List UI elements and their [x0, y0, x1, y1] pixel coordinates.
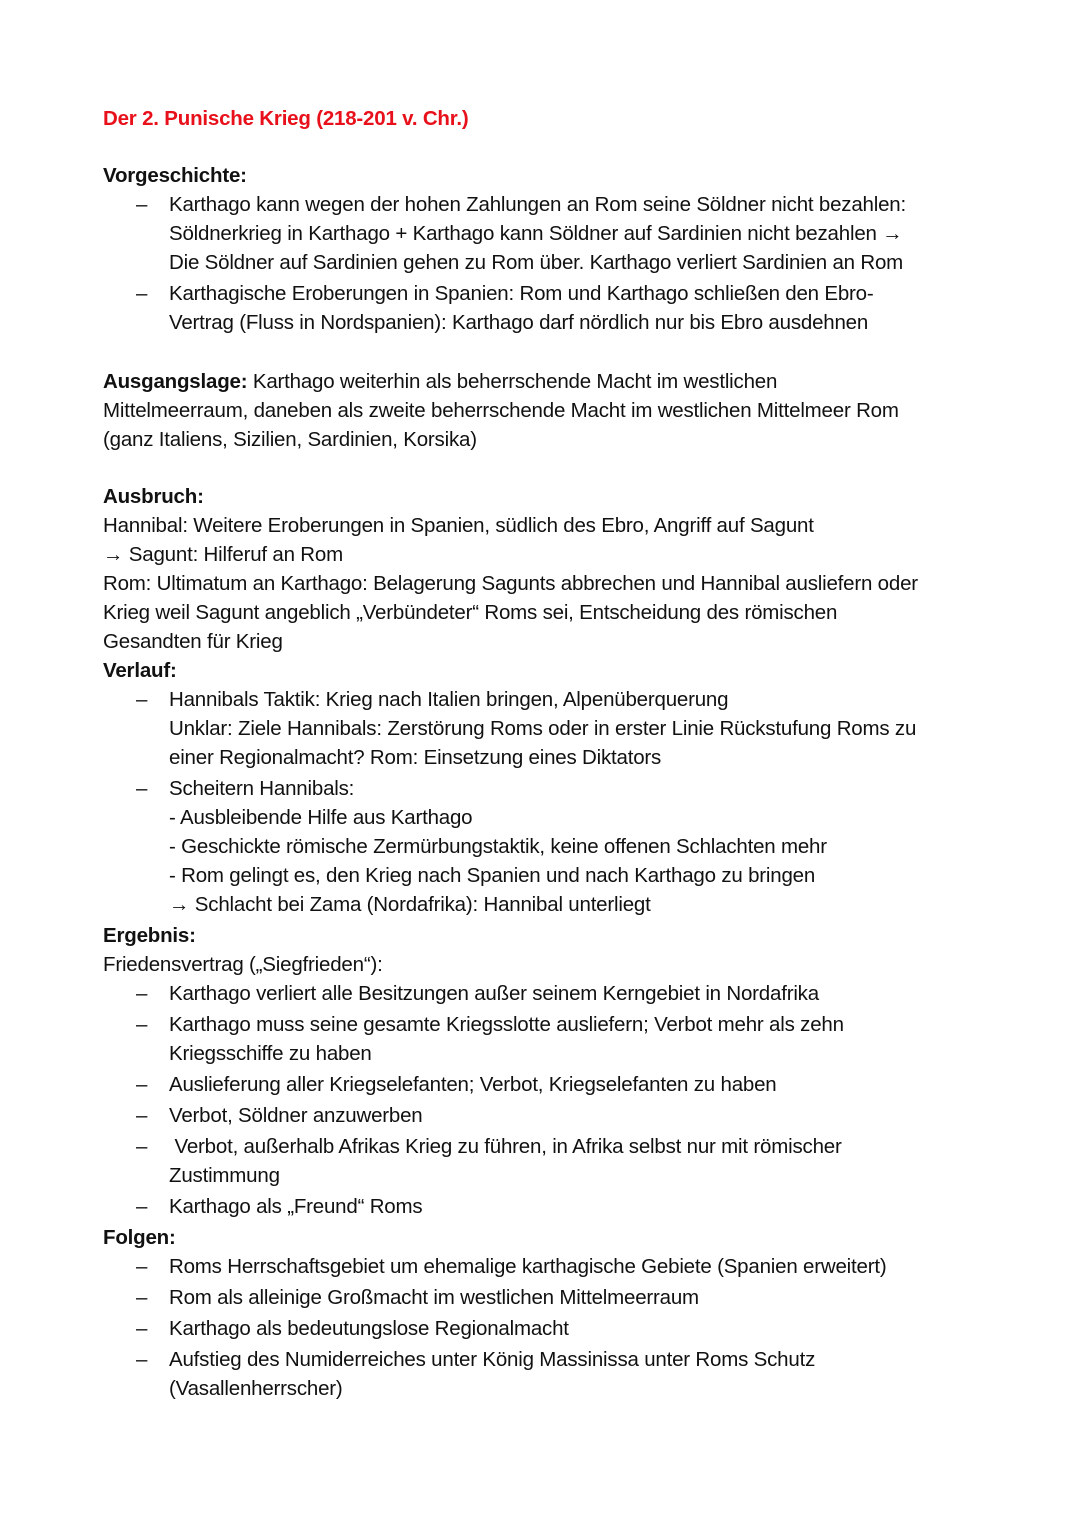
section-heading: Verlauf:	[103, 659, 177, 682]
list-item	[103, 1252, 1003, 1281]
section-heading: Ausbruch:	[103, 485, 204, 508]
dash-bullet-icon: –	[136, 1135, 148, 1158]
text-line: Rom: Ultimatum an Karthago: Belagerung Sagunts abbrechen und Hannibal ausliefern oder	[103, 572, 918, 595]
text-line: Krieg weil Sagunt angeblich „Verbündeter“ Roms sei, Entscheidung des römischen	[103, 601, 838, 624]
bullet-list	[103, 685, 1003, 919]
spacer	[103, 339, 1003, 367]
section-heading: Folgen:	[103, 1226, 176, 1249]
dash-bullet-icon: –	[136, 1195, 148, 1218]
list-item	[103, 685, 1003, 772]
text-line: Karthagische Eroberungen in Spanien: Rom und Karthago schließen den Ebro-	[169, 282, 874, 305]
list-item	[103, 774, 1003, 919]
spacer	[103, 454, 1003, 482]
text-line: Auslieferung aller Kriegselefanten; Verbot, Kriegselefanten zu haben	[169, 1073, 777, 1096]
text-line: - Geschickte römische Zermürbungstaktik, keine offenen Schlachten mehr	[169, 835, 827, 858]
bullet-list	[103, 190, 1003, 337]
list-item	[103, 1192, 1003, 1221]
text-line: Die Söldner auf Sardinien gehen zu Rom über. Karthago verliert Sardinien an Rom	[169, 251, 904, 274]
text-line: Gesandten für Krieg	[103, 630, 283, 653]
section-folgen	[103, 1223, 1003, 1403]
section-heading: Vorgeschichte:	[103, 164, 247, 187]
dash-bullet-icon: –	[136, 193, 148, 216]
dash-bullet-icon: –	[136, 1286, 148, 1309]
bullet-list	[103, 1252, 1003, 1403]
dash-bullet-icon: –	[136, 282, 148, 305]
text-line: Verbot, außerhalb Afrikas Krieg zu führen, in Afrika selbst nur mit römischer	[169, 1135, 842, 1158]
dash-bullet-icon: –	[136, 777, 148, 800]
text-line: Karthago muss seine gesamte Kriegsslotte ausliefern; Verbot mehr als zehn	[169, 1013, 844, 1036]
list-item	[103, 1314, 1003, 1343]
dash-bullet-icon: –	[136, 1317, 148, 1340]
list-item	[103, 1345, 1003, 1403]
dash-bullet-icon: –	[136, 1348, 148, 1371]
text-line: Kriegsschiffe zu haben	[169, 1042, 372, 1065]
text-line: → Sagunt: Hilferuf an Rom	[103, 543, 343, 566]
document-title: Der 2. Punische Krieg (218-201 v. Chr.)	[103, 107, 469, 130]
text-line: Verbot, Söldner anzuwerben	[169, 1104, 423, 1127]
text-line: (ganz Italiens, Sizilien, Sardinien, Korsika)	[103, 428, 477, 451]
dash-bullet-icon: –	[136, 1104, 148, 1127]
list-item	[103, 1132, 1003, 1190]
text-line: Hannibal: Weitere Eroberungen in Spanien, südlich des Ebro, Angriff auf Sagunt	[103, 514, 814, 537]
text-line: (Vasallenherrscher)	[169, 1377, 343, 1400]
text-line: Scheitern Hannibals:	[169, 777, 355, 800]
text-line: Aufstieg des Numiderreiches unter König Massinissa unter Roms Schutz	[169, 1348, 816, 1371]
list-item	[103, 190, 1003, 277]
text-line: Karthago verliert alle Besitzungen außer seinem Kerngebiet in Nordafrika	[169, 982, 819, 1005]
list-item	[103, 1101, 1003, 1130]
text-line: Roms Herrschaftsgebiet um ehemalige karthagische Gebiete (Spanien erweitert)	[169, 1255, 887, 1278]
text-line: - Ausbleibende Hilfe aus Karthago	[169, 806, 473, 829]
text-line: → Schlacht bei Zama (Nordafrika): Hannibal unterliegt	[169, 893, 651, 916]
section-ergebnis	[103, 921, 1003, 1221]
section-vorgeschichte	[103, 161, 1003, 337]
text-line: Rom als alleinige Großmacht im westlichen Mittelmeerraum	[169, 1286, 699, 1309]
text-line: Karthago als bedeutungslose Regionalmacht	[169, 1317, 569, 1340]
text-line: - Rom gelingt es, den Krieg nach Spanien und nach Karthago zu bringen	[169, 864, 816, 887]
text-line: Karthago weiterhin als beherrschende Macht im westlichen	[247, 370, 778, 393]
text-line: einer Regionalmacht? Rom: Einsetzung eines Diktators	[169, 746, 662, 769]
dash-bullet-icon: –	[136, 1013, 148, 1036]
text-line: Söldnerkrieg in Karthago + Karthago kann Söldner auf Sardinien nicht bezahlen →	[169, 222, 903, 245]
text-line: Karthago kann wegen der hohen Zahlungen an Rom seine Söldner nicht bezahlen:	[169, 193, 906, 216]
text-line: Zustimmung	[169, 1164, 280, 1187]
section-ausgangslage	[103, 367, 1003, 454]
document-page	[103, 104, 1003, 1405]
dash-bullet-icon: –	[136, 982, 148, 1005]
dash-bullet-icon: –	[136, 1073, 148, 1096]
section-heading: Ergebnis:	[103, 924, 196, 947]
dash-bullet-icon: –	[136, 688, 148, 711]
list-item	[103, 979, 1003, 1008]
text-line: Hannibals Taktik: Krieg nach Italien bringen, Alpenüberquerung	[169, 688, 729, 711]
section-ausbruch	[103, 482, 1003, 656]
list-item	[103, 1010, 1003, 1068]
spacer	[103, 133, 1003, 161]
list-item	[103, 1070, 1003, 1099]
list-item	[103, 279, 1003, 337]
dash-bullet-icon: –	[136, 1255, 148, 1278]
list-item	[103, 1283, 1003, 1312]
text-line: Friedensvertrag („Siegfrieden“):	[103, 953, 383, 976]
section-heading: Ausgangslage:	[103, 370, 248, 393]
text-line: Mittelmeerraum, daneben als zweite beherrschende Macht im westlichen Mittelmeer Rom	[103, 399, 899, 422]
section-verlauf	[103, 656, 1003, 919]
bullet-list	[103, 979, 1003, 1221]
text-line: Vertrag (Fluss in Nordspanien): Karthago darf nördlich nur bis Ebro ausdehnen	[169, 311, 869, 334]
text-line: Unklar: Ziele Hannibals: Zerstörung Roms oder in erster Linie Rückstufung Roms zu	[169, 717, 917, 740]
text-line: Karthago als „Freund“ Roms	[169, 1195, 423, 1218]
paragraph	[103, 367, 1003, 396]
